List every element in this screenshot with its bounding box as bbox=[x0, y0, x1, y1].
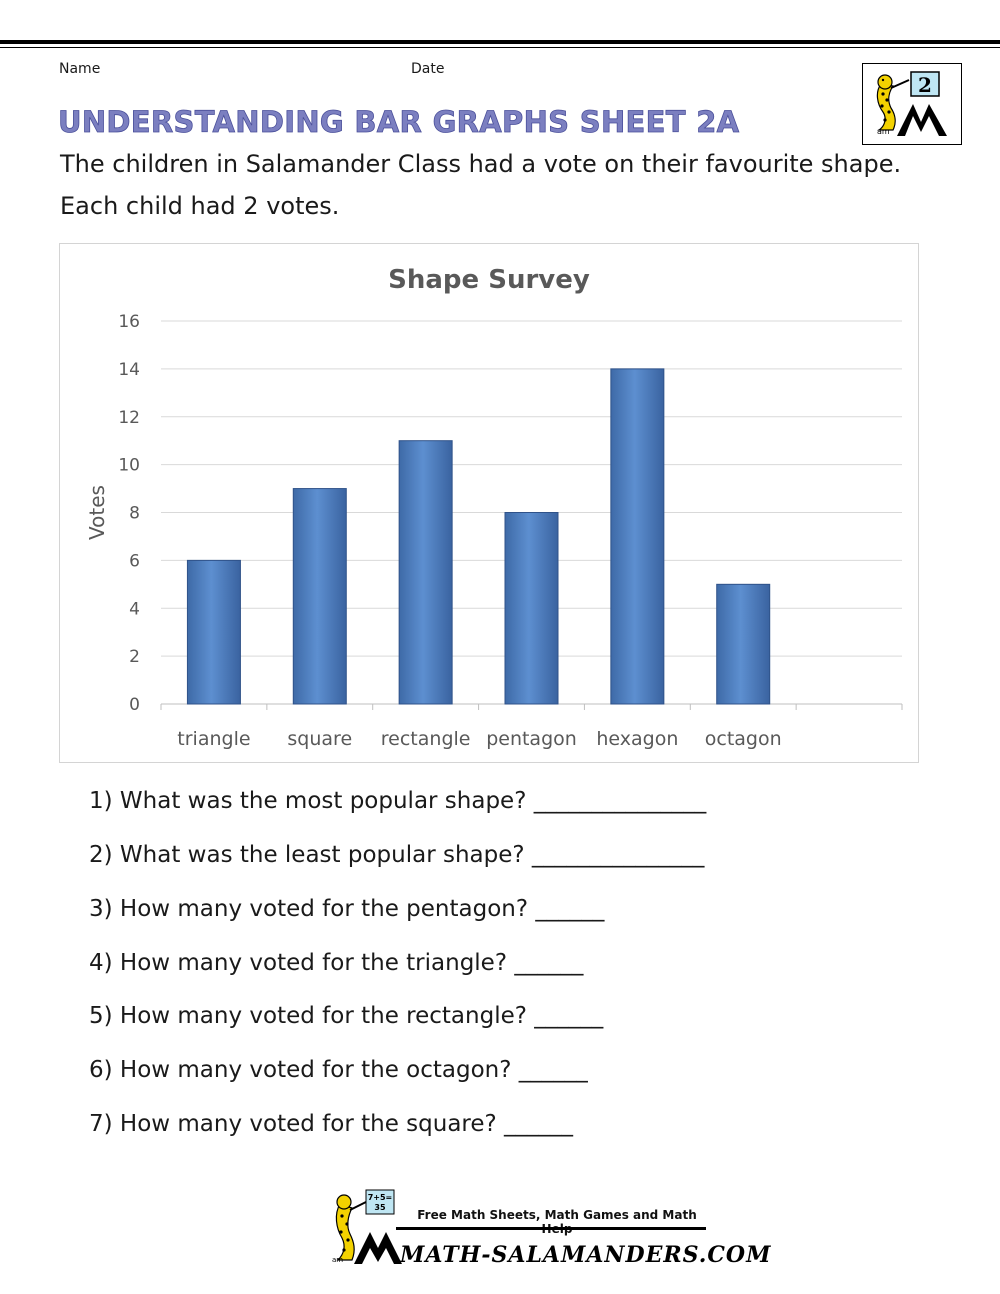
y-tick-label: 8 bbox=[129, 503, 140, 524]
y-axis-label: Votes bbox=[85, 485, 109, 540]
bar-hexagon bbox=[611, 369, 664, 704]
grade-logo bbox=[862, 63, 962, 145]
chart-frame bbox=[59, 243, 919, 763]
x-tick-label: hexagon bbox=[596, 728, 679, 750]
logo-sum-bottom: 35 bbox=[374, 1203, 386, 1212]
bar-pentagon bbox=[505, 513, 558, 705]
y-tick-label: 10 bbox=[118, 455, 140, 476]
x-tick-label: octagon bbox=[704, 728, 782, 750]
x-tick-labels bbox=[177, 728, 781, 750]
x-tick-label: pentagon bbox=[486, 728, 577, 750]
date-label: Date bbox=[411, 61, 445, 77]
page-title: UNDERSTANDING BAR GRAPHS SHEET 2A bbox=[58, 105, 740, 139]
top-rule-thick bbox=[0, 40, 1000, 44]
grade-number: 2 bbox=[918, 73, 932, 97]
footer-site-name: MATH-SALAMANDERS.COM bbox=[400, 1242, 772, 1268]
y-tick-label: 0 bbox=[129, 695, 140, 715]
footer-rule bbox=[396, 1227, 706, 1230]
y-tick-label: 16 bbox=[118, 312, 140, 332]
y-tick-label: 4 bbox=[129, 599, 140, 620]
bars bbox=[187, 369, 769, 704]
question-2: 2) What was the least popular shape? _______________ bbox=[89, 842, 705, 868]
x-tick-label: square bbox=[287, 728, 353, 750]
chart-title: Shape Survey bbox=[388, 265, 590, 295]
y-tick-label: 6 bbox=[129, 551, 140, 572]
question-7: 7) How many voted for the square? ______ bbox=[89, 1111, 574, 1137]
bar-square bbox=[293, 489, 346, 704]
x-tick-label: rectangle bbox=[380, 728, 471, 750]
y-tick-label: 2 bbox=[129, 647, 140, 668]
x-tick-label: triangle bbox=[177, 728, 251, 750]
question-6: 6) How many voted for the octagon? ______ bbox=[89, 1057, 588, 1083]
top-rule-thin bbox=[0, 47, 1000, 48]
svg-text:am: am bbox=[332, 1256, 344, 1264]
question-3: 3) How many voted for the pentagon? ______ bbox=[89, 896, 605, 922]
question-5: 5) How many voted for the rectangle? ______ bbox=[89, 1003, 604, 1029]
question-4: 4) How many voted for the triangle? ______ bbox=[89, 950, 584, 976]
bar-triangle bbox=[187, 560, 240, 704]
intro-line-2: Each child had 2 votes. bbox=[60, 192, 340, 220]
y-tick-labels bbox=[118, 312, 140, 715]
bar-rectangle bbox=[399, 441, 452, 704]
bar-octagon bbox=[717, 584, 770, 704]
salamander-logo-icon bbox=[863, 64, 961, 144]
bar-chart bbox=[60, 244, 918, 762]
name-label: Name bbox=[59, 61, 101, 77]
question-1: 1) What was the most popular shape? _______________ bbox=[89, 788, 707, 814]
svg-text:am: am bbox=[877, 127, 890, 136]
logo-sum-top: 7+5= bbox=[367, 1193, 393, 1202]
y-tick-label: 14 bbox=[118, 359, 140, 380]
footer-tagline: Free Math Sheets, Math Games and Math bbox=[417, 1208, 697, 1222]
intro-line-1: The children in Salamander Class had a vote on their favourite shape. bbox=[60, 150, 902, 178]
y-tick-label: 12 bbox=[118, 407, 140, 428]
